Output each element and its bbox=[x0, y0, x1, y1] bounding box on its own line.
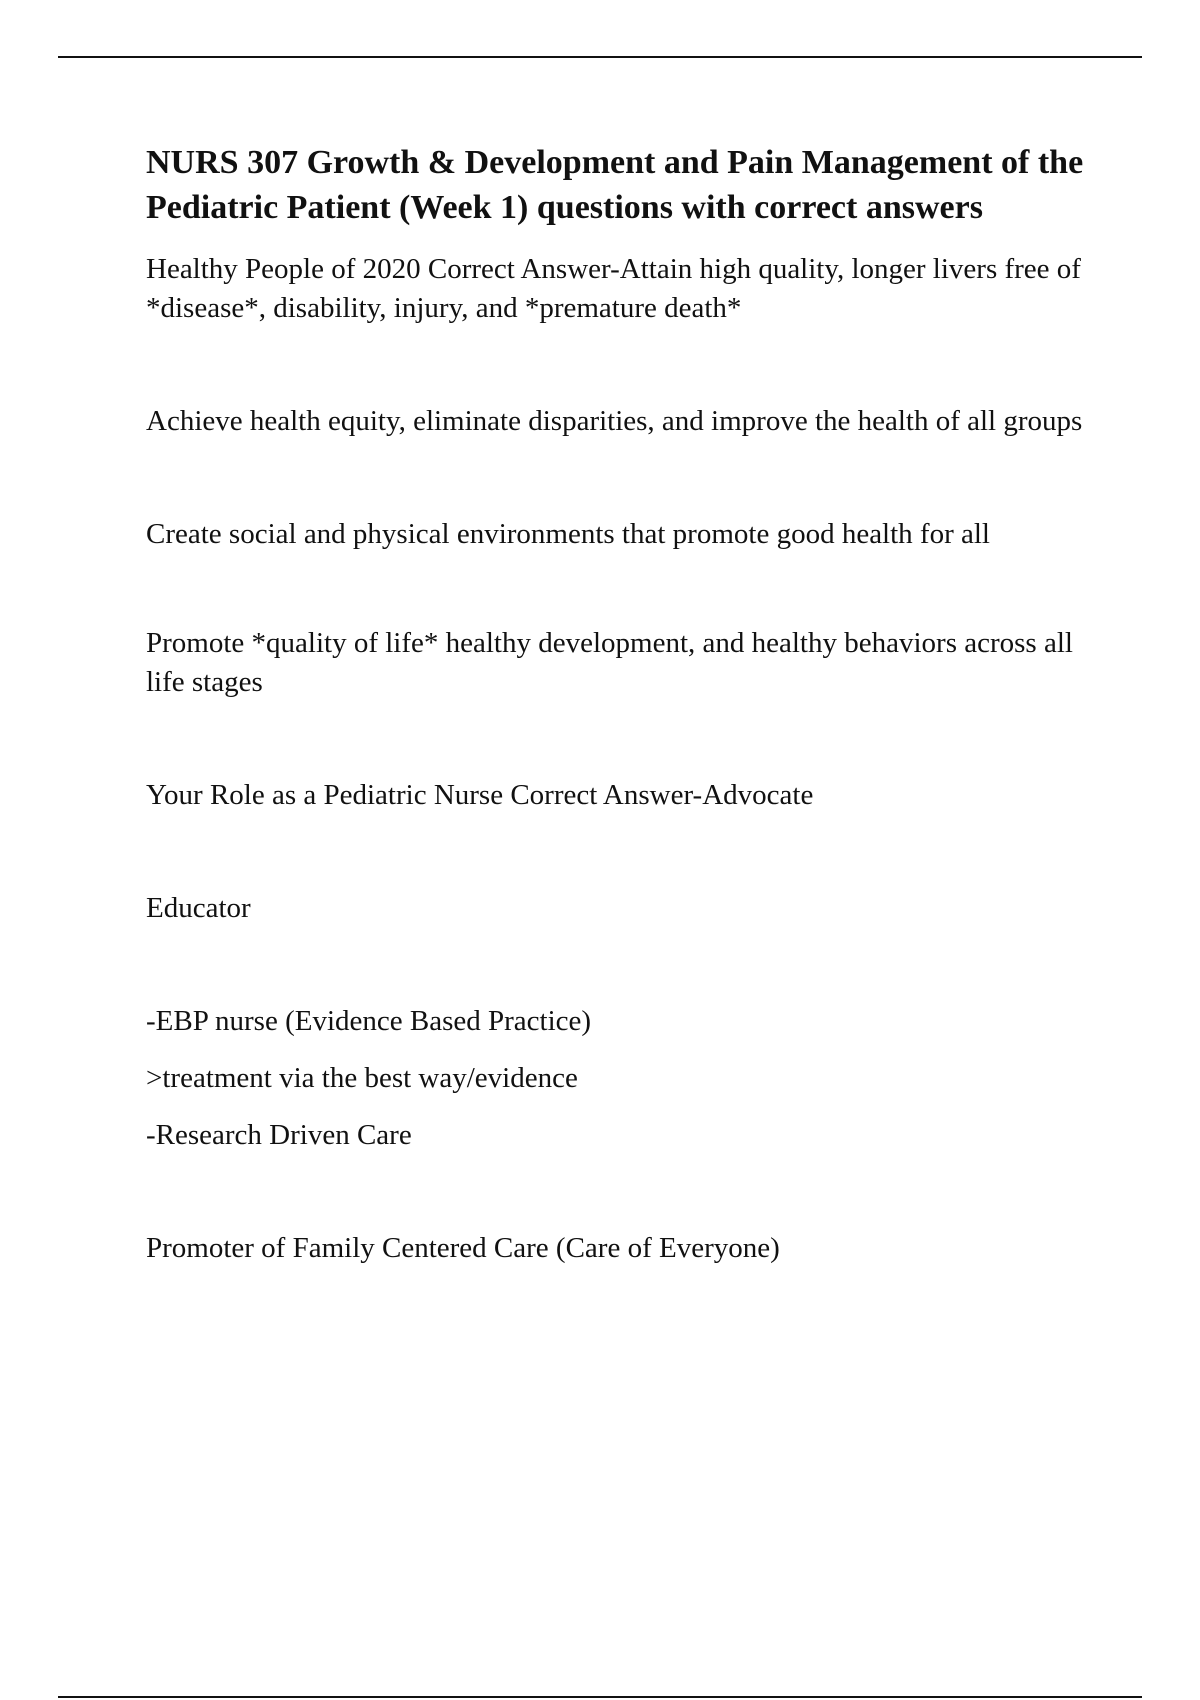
paragraph-health-equity: Achieve health equity, eliminate disparities, and improve the health of all groups bbox=[146, 405, 1083, 437]
paragraph-quality-of-life: Promote *quality of life* healthy development, and healthy behaviors across all life stages bbox=[146, 627, 1073, 698]
top-divider bbox=[58, 56, 1142, 58]
paragraph-nurse-role: Your Role as a Pediatric Nurse Correct Answer-Advocate bbox=[146, 779, 814, 811]
paragraph-environments: Create social and physical environments that promote good health for all bbox=[146, 518, 990, 550]
paragraph-research-care: -Research Driven Care bbox=[146, 1119, 412, 1151]
paragraph-treatment-evidence: >treatment via the best way/evidence bbox=[146, 1062, 578, 1094]
paragraph-ebp-nurse: -EBP nurse (Evidence Based Practice) bbox=[146, 1005, 592, 1037]
paragraph-family-centered-care: Promoter of Family Centered Care (Care of Everyone) bbox=[146, 1232, 780, 1264]
document-title: NURS 307 Growth & Development and Pain Management of the Pediatric Patient (Week 1) questions with correct answers bbox=[146, 144, 1084, 226]
paragraph-healthy-people: Healthy People of 2020 Correct Answer-Attain high quality, longer livers free of *disease*, disability, injury, and *premature death* bbox=[146, 253, 1081, 324]
bottom-divider bbox=[58, 1696, 1142, 1698]
paragraph-educator: Educator bbox=[146, 892, 251, 924]
document-body bbox=[146, 140, 1106, 1268]
